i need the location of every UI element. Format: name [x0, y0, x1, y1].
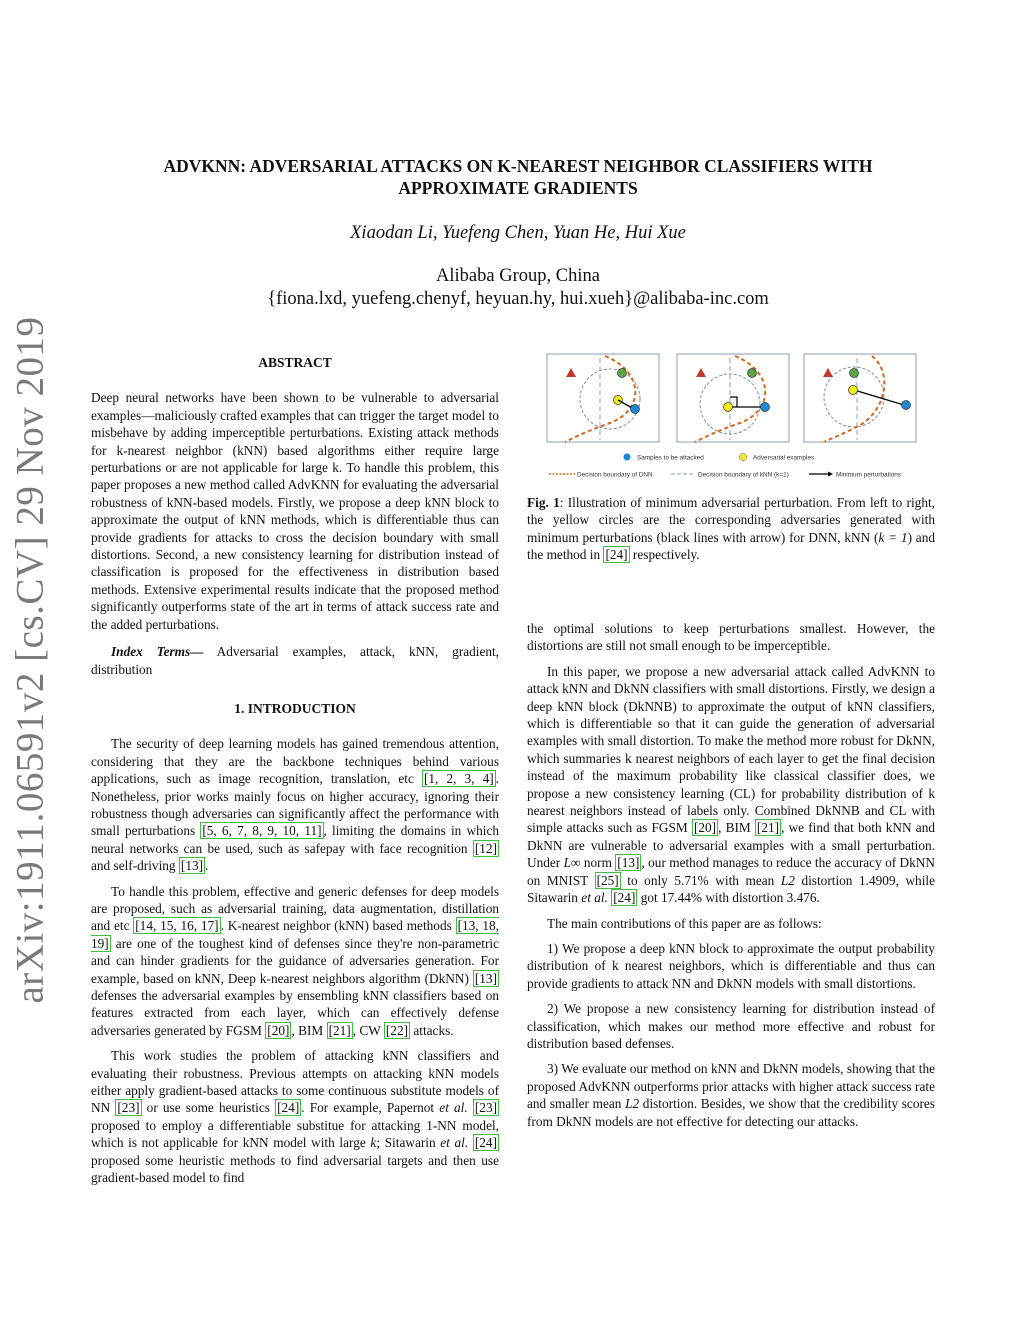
citation-link[interactable]: [23]	[117, 1100, 140, 1116]
text: , BIM	[718, 820, 751, 836]
citation-link[interactable]: [20]	[693, 820, 717, 836]
text: , CW	[352, 1022, 381, 1038]
intro-paragraph-1	[91, 735, 499, 874]
text: The security of deep learning models has gained tremendous attention, considering that they are the backbone techniques behind various applications, such as image recognition, translation, etc	[91, 736, 499, 787]
citation-link[interactable]: [13]	[180, 858, 204, 874]
figure-1	[545, 352, 937, 484]
legend-adversarial-label: Adversarial examples	[753, 454, 815, 462]
citation-link[interactable]: [12]	[474, 840, 498, 856]
citation-link[interactable]: [24]	[613, 890, 636, 906]
figure-caption	[527, 494, 935, 564]
emails: {fiona.lxd, yuefeng.chenyf, heyuan.hy, hui.xueh}@alibaba-inc.com	[267, 289, 769, 309]
text: distortion 1.4909, while Sitawarin	[527, 872, 935, 906]
text: .	[205, 858, 209, 874]
citation-link[interactable]: [23]	[474, 1100, 498, 1116]
left-column	[91, 354, 499, 1194]
right-paragraph-2	[527, 663, 935, 907]
text: proposed to employ a differentiable substitue for attacking 1-NN model, which is not applicable for kNN model with large	[91, 1117, 499, 1151]
caption-label: Fig. 1	[527, 495, 560, 510]
math-k: k	[370, 1135, 377, 1151]
legend-min-label: Minimum perturbations	[836, 471, 901, 479]
adversarial-example-marker	[724, 403, 733, 412]
intro-paragraph-2	[91, 883, 499, 1040]
text: . K-nearest neighbor (kNN) based methods	[220, 918, 452, 934]
citation-link[interactable]: [13]	[617, 855, 640, 871]
text: respectively.	[629, 547, 700, 563]
red-triangle-marker	[566, 368, 576, 377]
text: et al.	[581, 890, 608, 906]
text: . For example, Papernot	[301, 1100, 435, 1116]
citation-link[interactable]: [24]	[474, 1135, 498, 1151]
green-marker	[748, 369, 757, 378]
panel-frame	[677, 354, 789, 442]
panel-method-24	[804, 354, 916, 442]
legend-attacked-label: Samples to be attacked	[637, 454, 704, 462]
right-column	[527, 620, 935, 1138]
attacked-sample-marker	[761, 403, 770, 412]
index-terms-text: Adversarial examples, attack, kNN, gradient, distribution	[91, 644, 500, 677]
citation-link[interactable]: [22]	[385, 1022, 409, 1038]
index-terms	[91, 643, 499, 678]
title-line-2: APPROXIMATE GRADIENTS	[398, 178, 638, 198]
text: et al.	[440, 1135, 469, 1151]
panel-frame	[547, 354, 659, 442]
legend-adversarial-icon	[740, 454, 747, 461]
text: distortion. Besides, we show that the credibility scores from DkNN models are not effective for detecting our attacks.	[527, 1096, 935, 1129]
authors: Xiaodan Li, Yuefeng Chen, Yuan He, Hui Xue	[350, 223, 686, 243]
red-triangle-marker	[823, 368, 833, 377]
text: : Illustration of minimum adversarial perturbation. From left to right, the yellow circles are the corresponding adversaries generated with minimum perturbations (black lines with arrow) for DNN, kNN (	[527, 495, 935, 545]
panel-knn	[677, 354, 789, 442]
right-paragraph-1: the optimal solutions to keep perturbations smallest. However, the distortions are still not small enough to be imperceptible.	[527, 621, 935, 654]
legend-knn-label: Decision boundary of kNN (k=1)	[698, 471, 789, 479]
text: , limiting the domains in which neural networks can be used, such as safepay with face recognition	[91, 823, 500, 856]
adversarial-example-marker	[849, 386, 858, 395]
contribution-3	[527, 1060, 935, 1130]
legend-dnn-label: Decision boundary of DNN	[577, 471, 653, 479]
abstract-heading: ABSTRACT	[258, 355, 332, 370]
text: norm	[580, 855, 612, 871]
citation-link[interactable]: [13, 18, 19]	[91, 918, 500, 951]
citation-link[interactable]: [21]	[328, 1022, 351, 1038]
text: are one of the toughest kind of defenses since they're non-parametric and can hinder gradients for the guidance of adversaries generation. For example, based on kNN, Deep k-nearest neighbors algorithm (DkNN)	[91, 935, 499, 986]
affiliation: Alibaba Group, China	[436, 266, 600, 286]
knn-circle	[580, 369, 640, 429]
text: , BIM	[291, 1022, 324, 1038]
right-paragraph-3: The main contributions of this paper are as follows:	[547, 915, 822, 931]
green-marker	[618, 369, 627, 378]
citation-link[interactable]: [1, 2, 3, 4]	[423, 771, 494, 787]
text: got 17.44% with distortion 3.476.	[637, 890, 820, 906]
citation-link[interactable]: [25]	[596, 872, 619, 888]
text: ; Sitawarin	[376, 1135, 436, 1151]
intro-heading: 1. INTRODUCTION	[234, 700, 356, 716]
citation-link[interactable]: [21]	[756, 820, 780, 836]
attacked-sample-marker	[631, 405, 640, 414]
citation-link[interactable]: [5, 6, 7, 8, 9, 10, 11]	[202, 823, 322, 839]
citation-link[interactable]: [13]	[474, 970, 497, 986]
legend-attacked-icon	[624, 454, 631, 461]
arxiv-stamp	[0, 316, 60, 1004]
citation-link[interactable]: [24]	[277, 1100, 300, 1116]
panel-dnn	[547, 354, 659, 442]
green-marker	[850, 369, 859, 378]
attacked-sample-marker	[902, 401, 911, 410]
text: , our method manages to reduce the accuracy of DkNN on MNIST	[527, 855, 935, 888]
text: to only 5.71% with mean	[620, 872, 775, 888]
text: defenses the adversarial examples by ensembling kNN classifiers based on features extracted from each layer, which can effectively defense adversaries generated by FGSM	[91, 988, 499, 1038]
math-linf: L∞	[563, 855, 581, 871]
math-l2: L2	[625, 1096, 640, 1112]
math-l2: L2	[780, 872, 795, 888]
text: This work studies the problem of attacking kNN classifiers and evaluating their robustness. Previous attempts on attacking kNN models either apply gradient-based attacks to some continuous substitute models of NN	[91, 1048, 499, 1116]
paper-title	[90, 155, 946, 199]
text: proposed some heuristic methods to find adversarial targets and then use gradient-based model to find	[91, 1152, 499, 1186]
text: . Nonetheless, prior works mainly focus on higher accuracy, ignoring their robustness though adversaries can significantly affect the performance with small perturbations	[91, 771, 499, 839]
contribution-2: 2) We propose a new consistency learning for distribution instead of classification, which makes our method more effective and robust for distribution based defenses.	[527, 1001, 935, 1051]
text: et al.	[439, 1100, 468, 1116]
text: attacks.	[410, 1022, 454, 1038]
citation-link[interactable]: [20]	[267, 1022, 290, 1038]
math-k: k = 1	[878, 529, 908, 545]
text: , we find that both kNN and DkNN are vulnerable to adversarial examples with a small perturbation. Under	[527, 820, 935, 871]
legend-arrow-icon	[828, 472, 833, 477]
intro-paragraph-3	[91, 1047, 499, 1186]
citation-link[interactable]: [24]	[605, 547, 628, 563]
abstract-text: Deep neural networks have been shown to be vulnerable to adversarial examples—maliciously crafted examples that can trigger the target model to misbehave by adding imperceptible perturbations. Existing attack methods for k-nearest neighbor (kNN) based algorithms either require large perturbations or are not applicable for large k. To handle this problem, this paper proposes a new method called AdvKNN for evaluating the adversarial robustness of kNN-based models. Firstly, we propose a deep kNN block to approximate the output of kNN methods, which is differentiable thus can provide gradients for attacks to cross the decision boundary with small distortions. Second, a new consistency learning for distribution instead of classification is proposed for the effectiveness in distribution based methods. Extensive experimental results indicate that the proposed method significantly outperforms state of the art in terms of attack success rate and the added perturbations.	[91, 390, 499, 632]
text: or use some heuristics	[141, 1100, 270, 1116]
text: To handle this problem, effective and generic defenses for deep models are proposed, such as adversarial training, data augmentation, distillation and etc	[91, 883, 499, 934]
text: In this paper, we propose a new adversarial attack called AdvKNN to attack kNN and DkNN classifiers with small distortions. Firstly, we design a deep kNN block (DkNNB) to approximate the output of kNN classifiers, which is differentiable so that it can guide the generation of adversarial examples with small distortion. To make the method more robust for DkNN, which summaries k nearest neighbors of each layer to get the final decision instead of the maximum probability like classical classifier does, we propose a new consistency learning (CL) for probability distribution of k nearest neighbors instead of labels only. Combined DkNNB and CL with simple attacks such as FGSM	[527, 663, 935, 836]
red-triangle-marker	[696, 368, 706, 377]
citation-link[interactable]: [14, 15, 16, 17]	[135, 918, 219, 934]
title-line-1: ADVKNN: ADVERSARIAL ATTACKS ON K-NEAREST NEIGHBOR CLASSIFIERS WITH	[163, 156, 873, 176]
text: 3) We evaluate our method on kNN and DkNN models, showing that the proposed AdvKNN outperforms prior attacks with higher attack success rate and smaller mean	[527, 1061, 935, 1112]
text: and self-driving	[91, 858, 176, 874]
text: ) and the method in	[527, 529, 936, 563]
arxiv-stamp-text: arXiv:1911.06591v2 [cs.CV] 29 Nov 2019	[8, 316, 52, 1004]
figure-legend	[549, 454, 901, 479]
contribution-1: 1) We propose a deep kNN block to approximate the output probability distribution of k nearest neighbors, which is differentiable and thus can provide gradients to attack NN and DkNN models with small distortions.	[527, 940, 935, 991]
index-terms-label: Index Terms—	[111, 644, 204, 660]
